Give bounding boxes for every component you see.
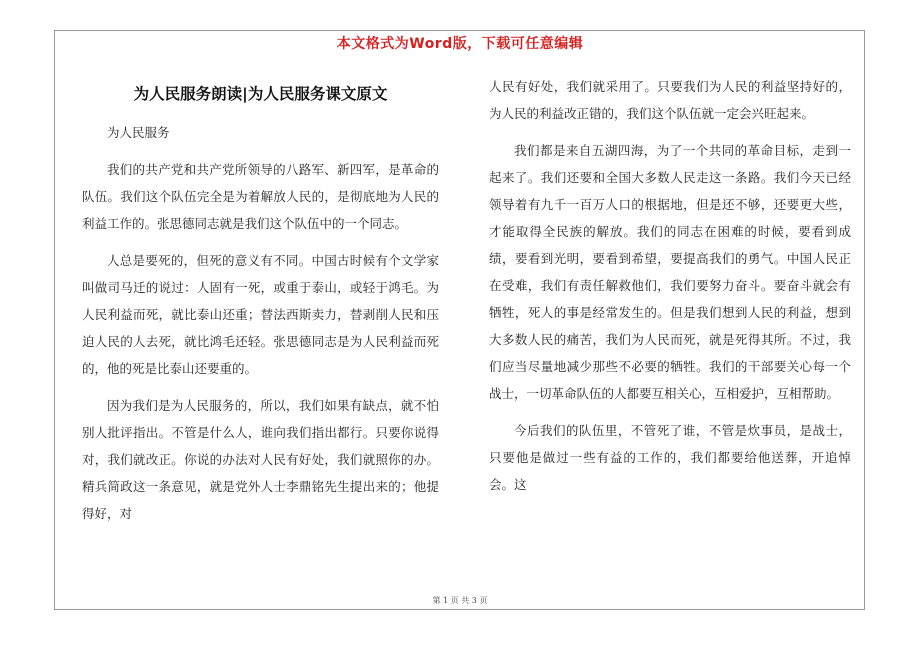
paragraph: 因为我们是为人民服务的，所以，我们如果有缺点，就不怕别人批评指出。不管是什么人，谁向我们指出都行。只要你说得对，我们就改正。你说的办法对人民有好处，我们就照你的办。精兵简政这一条意见，就是党外人士李鼎铭先生提出来的；他提得好，对 <box>82 398 439 521</box>
page-footer: 第 1 页 共 3 页 <box>432 596 488 605</box>
paragraph: 为人民服务 <box>107 125 170 140</box>
right-column <box>489 73 851 508</box>
left-column <box>82 73 439 537</box>
paragraph: 我们都是来自五湖四海，为了一个共同的革命目标，走到一起来了。我们还要和全国大多数人民走这一条路。我们今天已经领导着有九千一百万人口的根据地，但是还不够，还要更大些，才能取得全民族的解放。我们的同志在困难的时候，要看到成绩，要看到光明，要看到希望，要提高我们的勇气。中国人民正在受难，我们有责任解救他们，我们要努力奋斗。要奋斗就会有牺牲，死人的事是经常发生的。但是我们想到人民的利益，想到大多数人民的痛苦，我们为人民而死，就是死得其所。不过，我们应当尽量地减少那些不必要的牺牲。我们的干部要关心每一个战士，一切革命队伍的人都要互相关心，互相爱护，互相帮助。 <box>489 143 851 401</box>
paragraph: 人民有好处，我们就采用了。只要我们为人民的利益坚持好的，为人民的利益改正错的，我们这个队伍就一定会兴旺起来。 <box>489 79 851 121</box>
paragraph: 我们的共产党和共产党所领导的八路军、新四军，是革命的队伍。我们这个队伍完全是为着解放人民的，是彻底地为人民的利益工作的。张思德同志就是我们这个队伍中的一个同志。 <box>82 162 439 231</box>
document-title: 为人民服务朗读|为人民服务课文原文 <box>133 85 388 103</box>
format-banner: 本文格式为Word版，下载可任意编辑 <box>336 36 584 52</box>
paragraph: 人总是要死的，但死的意义有不同。中国古时候有个文学家叫做司马迁的说过：人固有一死，或重于泰山，或轻于鸿毛。为人民利益而死，就比泰山还重；替法西斯卖力，替剥削人民和压迫人民的人去死，就比鸿毛还轻。张思德同志是为人民利益而死的，他的死是比泰山还要重的。 <box>82 253 439 376</box>
paragraph: 今后我们的队伍里，不管死了谁，不管是炊事员，是战士，只要他是做过一些有益的工作的，我们都要给他送葬，开追悼会。这 <box>489 423 851 492</box>
